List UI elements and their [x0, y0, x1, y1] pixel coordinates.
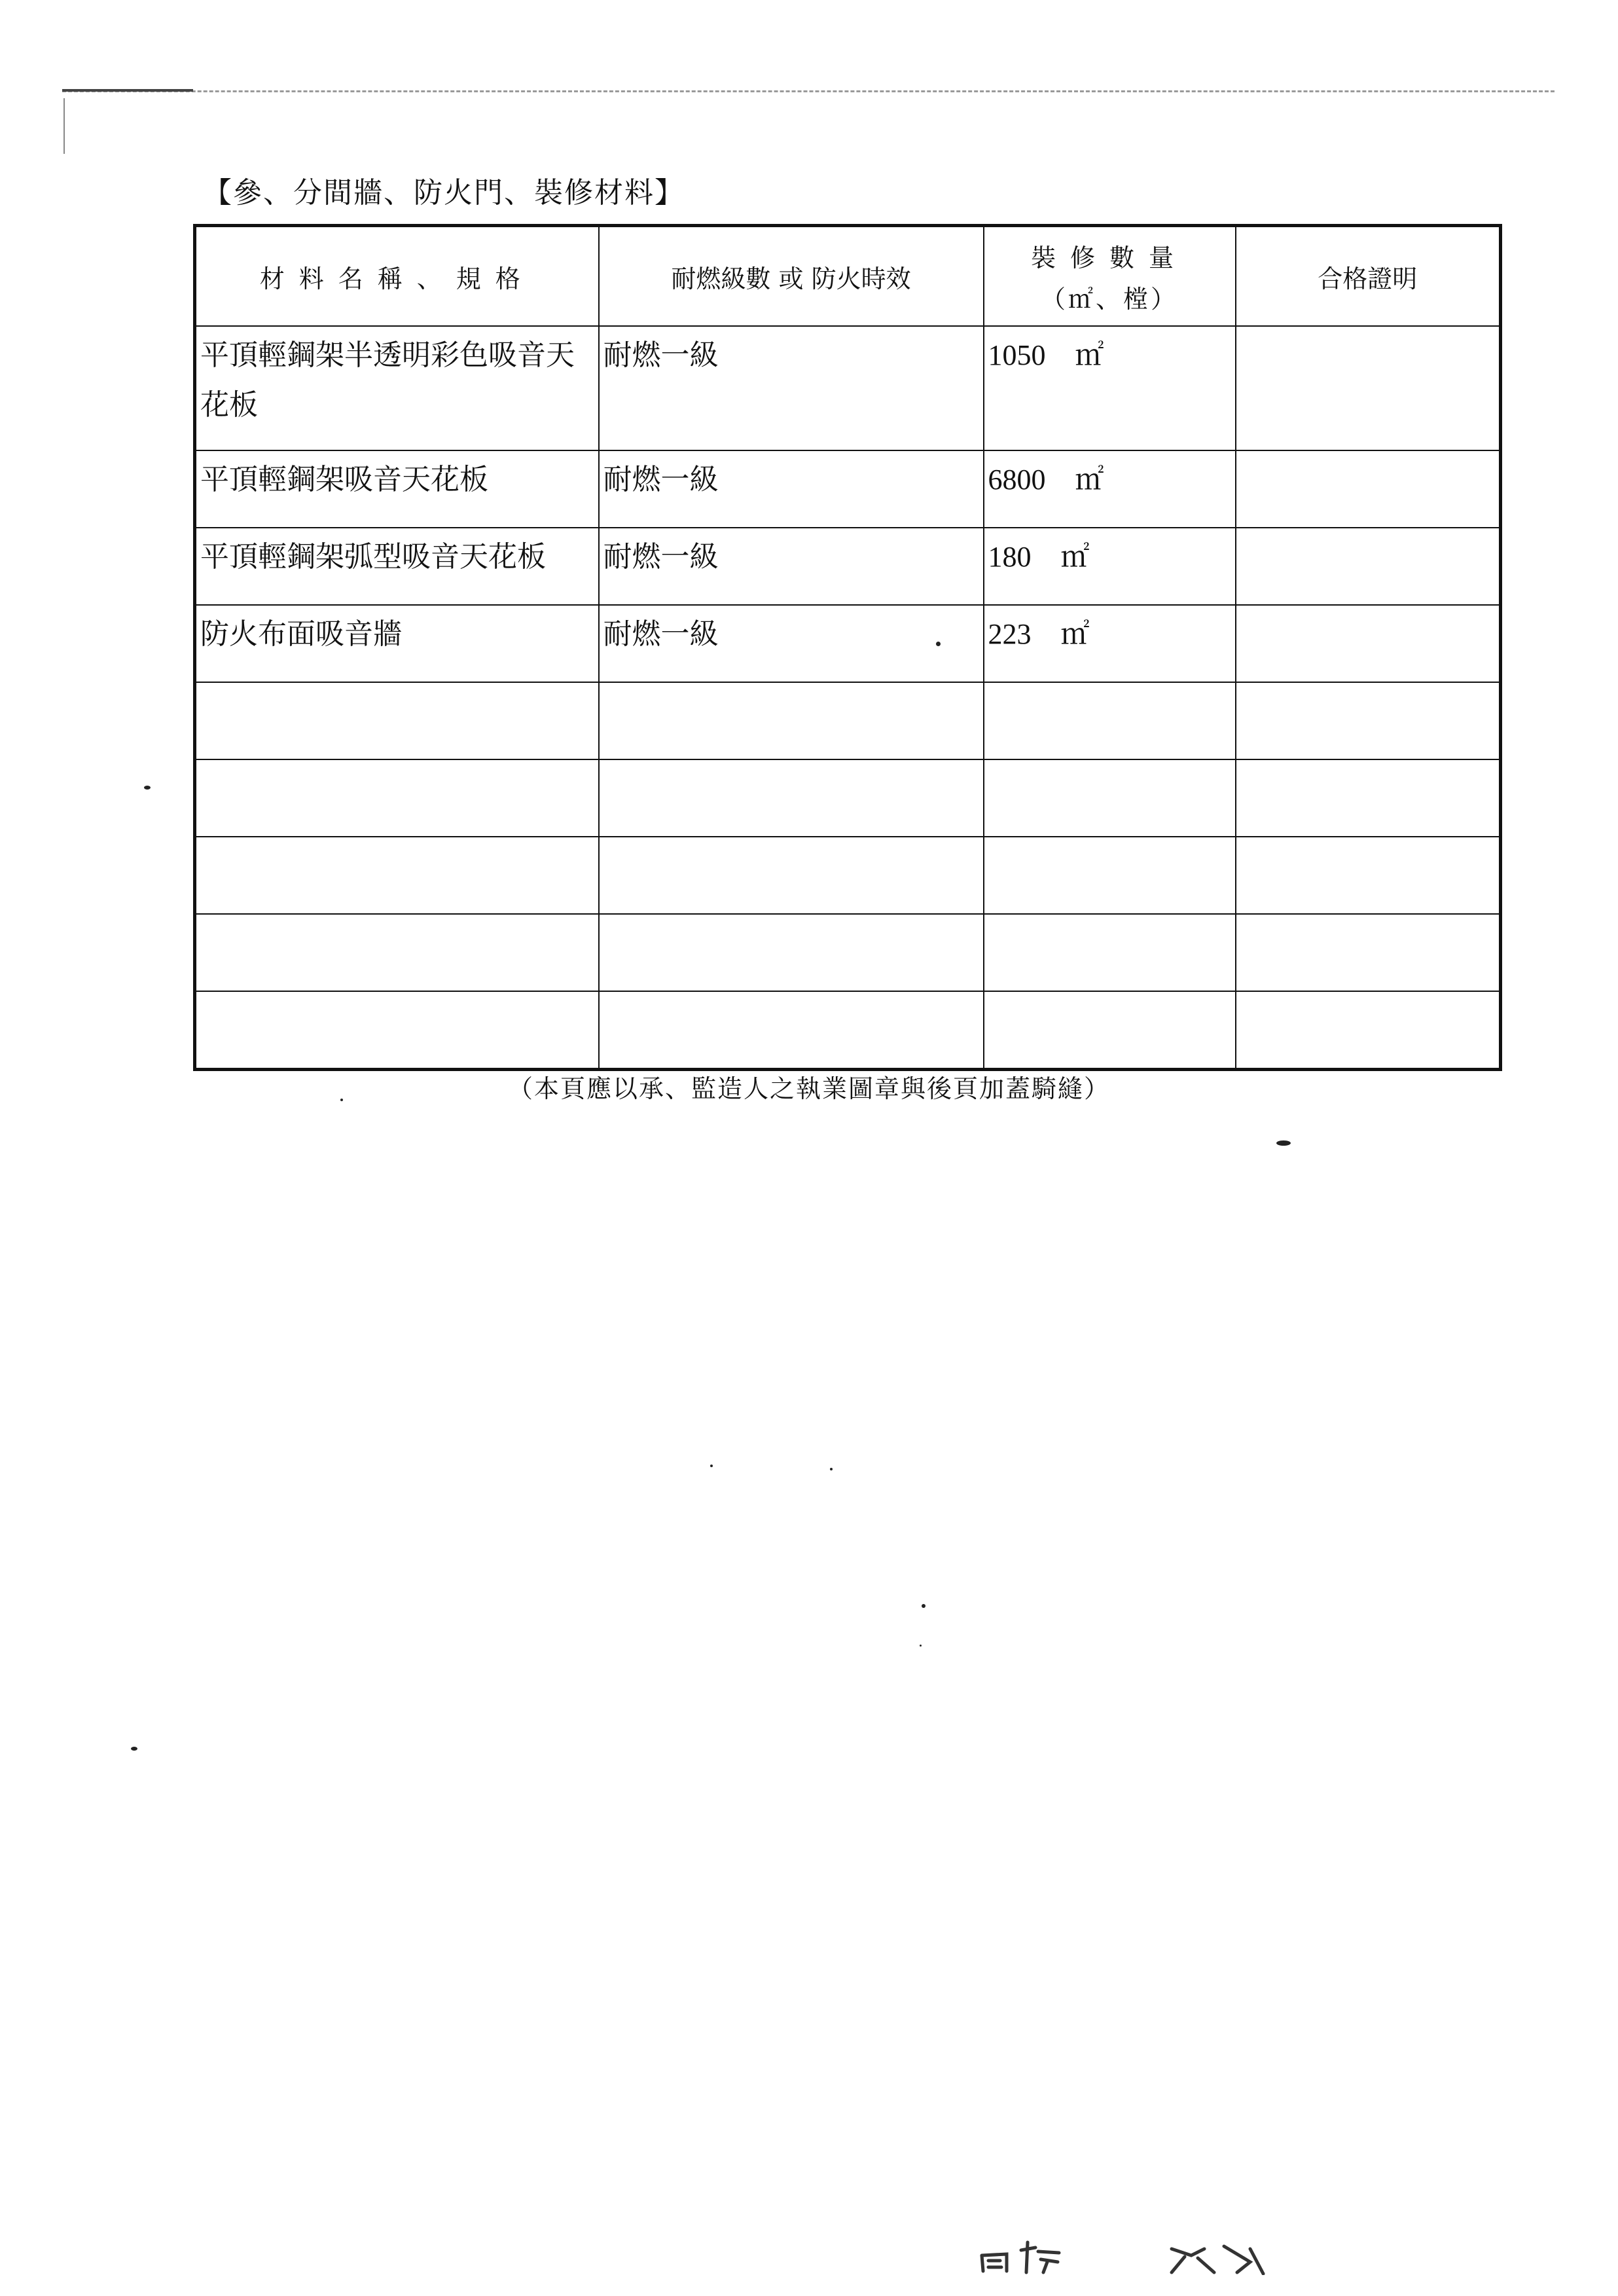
scan-speck: [340, 1099, 343, 1101]
footnote: （本頁應以承、監造人之執業圖章與後頁加蓋騎縫）: [507, 1074, 1110, 1103]
table-row: [195, 991, 1501, 1070]
cell-certificate: [1236, 450, 1501, 528]
cell-fire-rating: 耐燃一級: [599, 450, 984, 528]
table-row: [195, 450, 1501, 528]
header-quantity: 裝修數量 （㎡、樘）: [984, 226, 1236, 327]
scan-border-mark: [62, 89, 193, 92]
cell-material: 平頂輕鋼架半透明彩色吸音天花板: [195, 326, 599, 450]
partial-stamp-mark: [975, 2216, 1276, 2275]
scan-left-mark: [63, 98, 65, 154]
quantity-unit: ㎡: [1060, 618, 1090, 650]
table-row: [195, 914, 1501, 991]
scan-speck: [920, 1645, 922, 1647]
scan-speck: [710, 1465, 713, 1467]
scan-speck: [830, 1468, 833, 1470]
table-header-row: [195, 226, 1501, 327]
table-row: [195, 605, 1501, 682]
cell-quantity: 180 ㎡: [984, 528, 1236, 605]
table-row: [195, 528, 1501, 605]
table-row: [195, 326, 1501, 450]
cell-material: 防火布面吸音牆: [195, 605, 599, 682]
cell-material: 平頂輕鋼架吸音天花板: [195, 450, 599, 528]
cell-quantity: 223 ㎡: [984, 605, 1236, 682]
cell-certificate: [1236, 682, 1501, 759]
scan-speck: [144, 786, 151, 790]
quantity-unit: ㎡: [1060, 541, 1090, 573]
header-material: 材料名稱、規格: [195, 226, 599, 327]
table-row: [195, 682, 1501, 759]
cell-certificate: [1236, 914, 1501, 991]
materials-table: [193, 224, 1502, 1071]
quantity-unit: ㎡: [1075, 339, 1104, 371]
scan-speck: [936, 642, 941, 646]
cell-fire-rating: [599, 759, 984, 837]
cell-fire-rating: 耐燃一級: [599, 605, 984, 682]
cell-quantity: [984, 991, 1236, 1070]
scan-border-line: [62, 90, 1555, 92]
cell-quantity: [984, 914, 1236, 991]
cell-certificate: [1236, 605, 1501, 682]
cell-material: [195, 682, 599, 759]
cell-quantity: [984, 837, 1236, 914]
cell-certificate: [1236, 326, 1501, 450]
cell-material: [195, 759, 599, 837]
cell-material: 平頂輕鋼架弧型吸音天花板: [195, 528, 599, 605]
cell-certificate: [1236, 759, 1501, 837]
cell-quantity: [984, 682, 1236, 759]
scan-speck: [1276, 1140, 1291, 1146]
scan-speck: [131, 1747, 137, 1751]
header-certificate: 合格證明: [1236, 226, 1501, 327]
scan-speck: [922, 1604, 926, 1608]
cell-certificate: [1236, 991, 1501, 1070]
table-row: [195, 837, 1501, 914]
quantity-unit: ㎡: [1075, 464, 1104, 496]
cell-fire-rating: 耐燃一級: [599, 326, 984, 450]
cell-fire-rating: [599, 682, 984, 759]
section-title: 【參、分間牆、防火門、裝修材料】: [203, 176, 685, 210]
cell-certificate: [1236, 528, 1501, 605]
header-fire-rating: 耐燃級數 或 防火時效: [599, 226, 984, 327]
cell-fire-rating: [599, 837, 984, 914]
cell-fire-rating: [599, 991, 984, 1070]
cell-fire-rating: [599, 914, 984, 991]
cell-quantity: [984, 759, 1236, 837]
cell-fire-rating: 耐燃一級: [599, 528, 984, 605]
cell-material: [195, 837, 599, 914]
cell-material: [195, 914, 599, 991]
header-quantity-unit: （㎡、樘）: [1040, 285, 1178, 314]
cell-material: [195, 991, 599, 1070]
cell-certificate: [1236, 837, 1501, 914]
cell-quantity: 6800 ㎡: [984, 450, 1236, 528]
cell-quantity: 1050 ㎡: [984, 326, 1236, 450]
table-row: [195, 759, 1501, 837]
